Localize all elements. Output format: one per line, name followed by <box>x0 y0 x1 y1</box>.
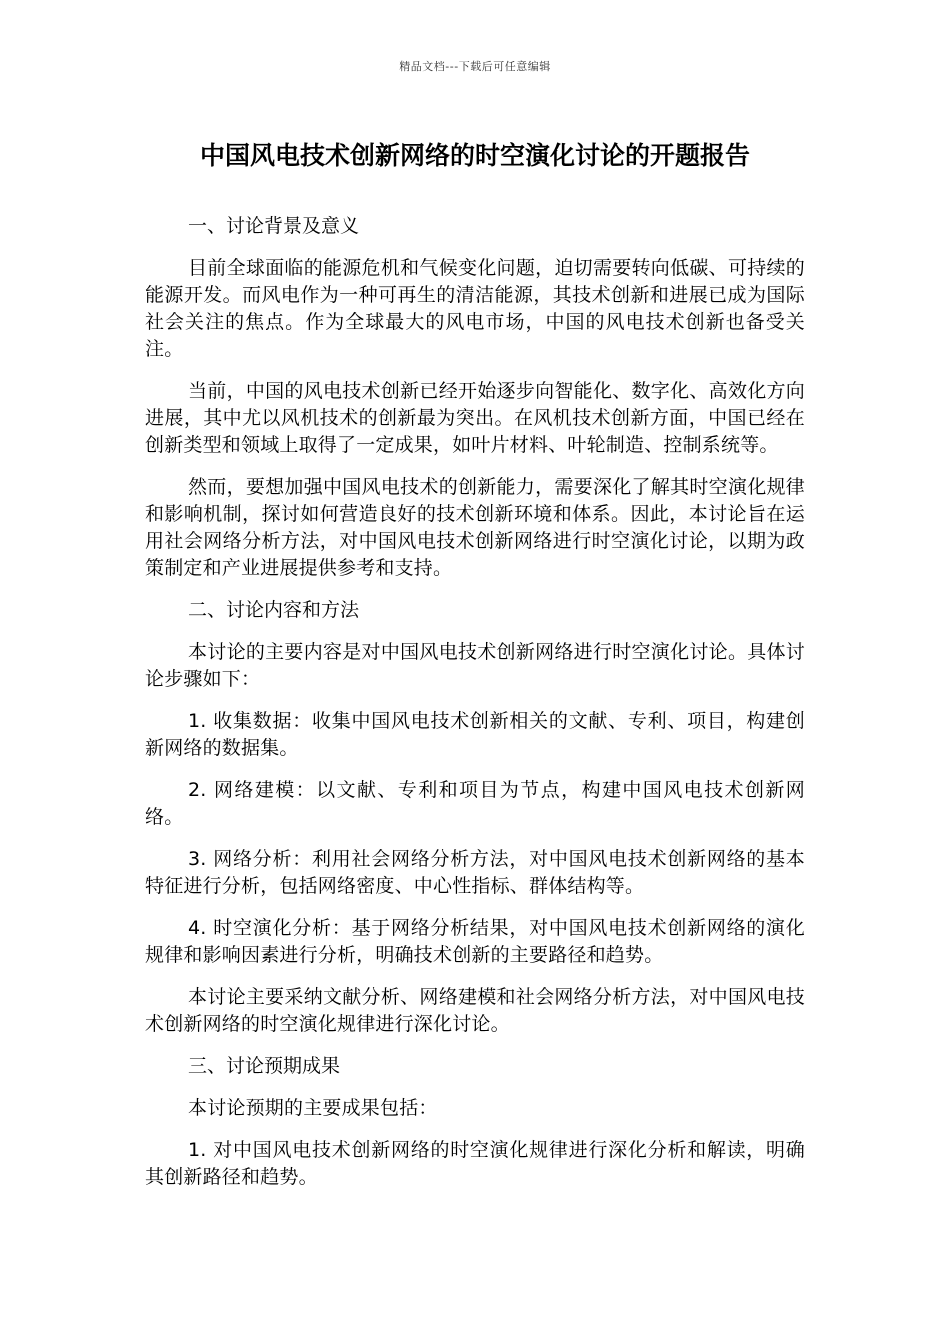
list-item-outcome-1: 1. 对中国风电技术创新网络的时空演化规律进行深化分析和解读，明确其创新路径和趋势。 <box>145 1139 805 1188</box>
list-item-step-3: 3. 网络分析：利用社会网络分析方法，对中国风电技术创新网络的基本特征进行分析，包括网络密度、中心性指标、群体结构等。 <box>145 848 805 897</box>
paragraph-outcomes-intro: 本讨论预期的主要成果包括： <box>188 1097 438 1119</box>
header-note: 精品文档---下载后可任意编辑 <box>399 60 551 73</box>
paragraph-background-3: 然而，要想加强中国风电技术的创新能力，需要深化了解其时空演化规律和影响机制，探讨如何营造良好的技术创新环境和体系。因此，本讨论旨在运用社会网络分析方法，对中国风电技术创新网络进行时空演化讨论，以期为政策制定和产业进展提供参考和支持。 <box>145 476 805 579</box>
document-title: 中国风电技术创新网络的时空演化讨论的开题报告 <box>199 141 750 170</box>
section-heading-background: 一、讨论背景及意义 <box>188 215 360 237</box>
paragraph-background-2: 当前，中国的风电技术创新已经开始逐步向智能化、数字化、高效化方向进展，其中尤以风机技术的创新最为突出。在风机技术创新方面，中国已经在创新类型和领域上取得了一定成果，如叶片材料、叶轮制造、控制系统等。 <box>145 380 805 456</box>
document-body <box>145 213 805 1206</box>
paragraph-methods-summary: 本讨论主要采纳文献分析、网络建模和社会网络分析方法，对中国风电技术创新网络的时空演化规律进行深化讨论。 <box>145 986 805 1035</box>
section-heading-methods: 二、讨论内容和方法 <box>188 599 360 621</box>
list-item-step-1: 1. 收集数据：收集中国风电技术创新相关的文献、专利、项目，构建创新网络的数据集。 <box>145 710 805 759</box>
paragraph-background-1: 目前全球面临的能源危机和气候变化问题，迫切需要转向低碳、可持续的能源开发。而风电作为一种可再生的清洁能源，其技术创新和进展已成为国际社会关注的焦点。作为全球最大的风电市场，中国的风电技术创新也备受关注。 <box>145 257 805 360</box>
list-item-step-2: 2. 网络建模：以文献、专利和项目为节点，构建中国风电技术创新网络。 <box>145 779 805 828</box>
section-heading-outcomes: 三、讨论预期成果 <box>188 1055 341 1077</box>
paragraph-methods-intro: 本讨论的主要内容是对中国风电技术创新网络进行时空演化讨论。具体讨论步骤如下： <box>145 641 805 690</box>
list-item-step-4: 4. 时空演化分析：基于网络分析结果，对中国风电技术创新网络的演化规律和影响因素进行分析，明确技术创新的主要路径和趋势。 <box>145 917 805 966</box>
